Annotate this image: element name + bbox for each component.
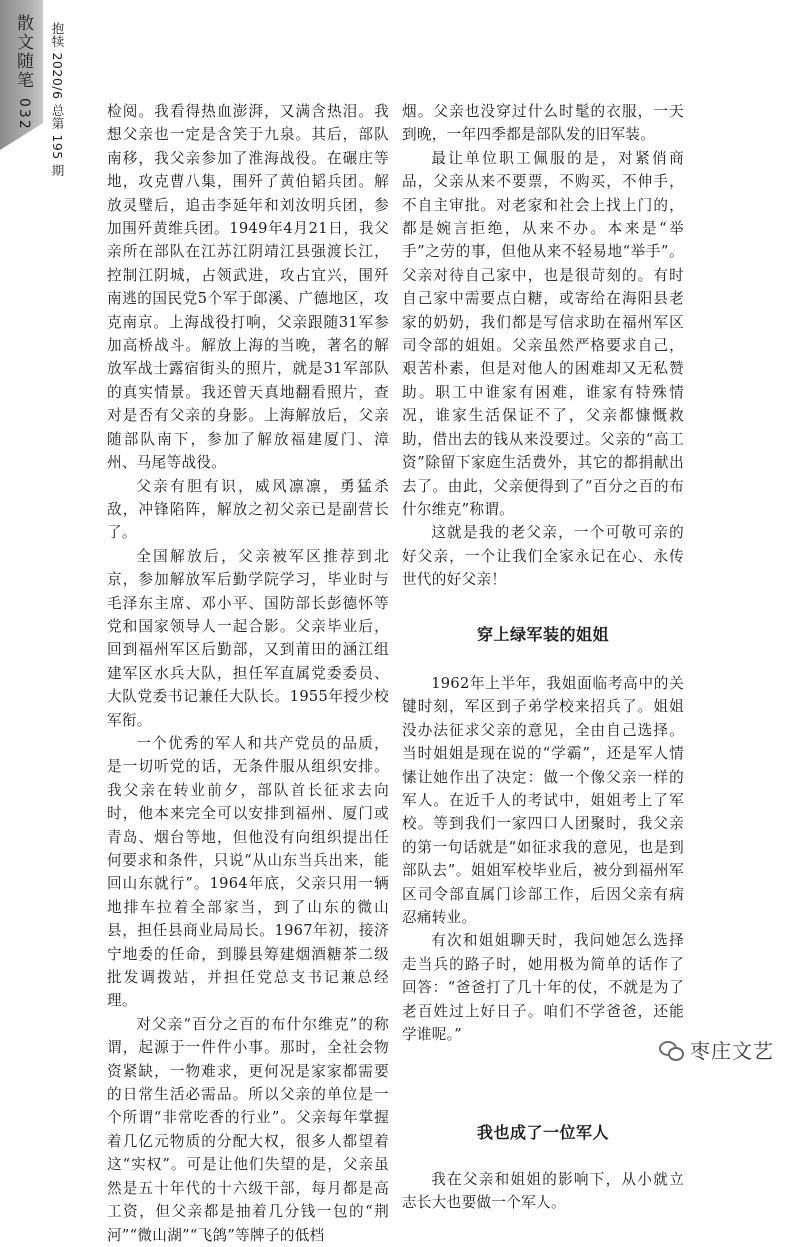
paragraph: 检阅。我看得热血澎湃，又满含热泪。我想父亲也一定是含笑于九泉。其后，部队南移，我父亲参加了淮海战役。在碾庄等地，攻克曹八集，围歼了黄伯韬兵团。解放灵璧后，追击李延年和刘汝明兵团，参加围歼黄维兵团。1949年4月21日，我父亲所在部队在江苏江阴靖江县强渡长江，控制江阴城，占领武进，攻占宜兴，围歼南逃的国民党5个军于郎溪、广德地区，攻克南京。上海战役打响，父亲跟随31军参加高桥战斗。解放上海的当晚，著名的解放军战士露宿街头的照片，就是31军部队的真实情景。我还曾天真地翻看照片，查对是否有父亲的身影。上海解放后，父亲随部队南下，参加了解放福建厦门、漳州、马尾等战役。: [107, 103, 389, 472]
issue-info: 抱犊 2020/6 总第 195 期: [50, 22, 65, 178]
section-label: 散文随笔: [13, 14, 33, 90]
paragraph: 我在父亲和姐姐的影响下，从小就立志长大也要做一个军人。: [402, 1170, 684, 1212]
paragraph: 烟。父亲也没穿过什么时髦的衣服，一天到晚，一年四季都是部队发的旧军装。: [402, 103, 684, 144]
page-number: 032: [16, 98, 32, 131]
paragraph: 父亲有胆有识，威风凛凛，勇猛杀敌，冲锋陷阵，解放之初父亲已是副营长了。: [107, 477, 389, 542]
left-column: [107, 100, 389, 1247]
section-heading: 我也成了一位军人: [476, 1123, 609, 1143]
paragraph: 对父亲“百分之百的布什尔维克”的称谓，起源于一件件小事。那时，全社会物资紧缺，一物难求，更何况是家家都需要的日常生活必需品。所以父亲的单位是一个所谓“非常吃香的行业”。父亲每年掌握着几亿元物质的分配大权，很多人都望着这“实权”。可是让他们失望的是，父亲虽然是五十年代的十六级干部，每月都是高工资，但父亲都是抽着几分钱一包的“荆河”“微山湖”“飞鸽”等牌子的低档: [107, 1015, 389, 1244]
watermark: [659, 1035, 774, 1064]
watermark-text: 枣庄文艺: [690, 1039, 774, 1063]
paragraph: 有次和姐姐聊天时，我问她怎么选择走当兵的路子时，她用极为简单的话作了回答：“爸爸打了几十年的仗，不就是为了老百姓过上好日子。咱们不学爸爸，还能学谁呢。”: [402, 932, 684, 1044]
wechat-icon: [659, 1040, 683, 1060]
paragraph: 一个优秀的军人和共产党员的品质，是一切听党的话，无条件服从组织安排。我父亲在转业前夕，部队首长征求去向时，他本来完全可以安排到福州、厦门或青岛、烟台等地，但他没有向组织提出任何要求和条件，只说“从山东当兵出来，能回山东就行”。1964年底，父亲只用一辆地排车拉着全部家当，到了山东的微山县，担任县商业局局长。1967年初，接济宁地委的任命，到滕县筹建烟酒糖茶二级批发调拨站，并担任党总支书记兼总经理。: [107, 734, 389, 1010]
paragraph: 全国解放后，父亲被军区推荐到北京，参加解放军后勤学院学习，毕业时与毛泽东主席、邓小平、国防部长彭德怀等党和国家领导人一起合影。父亲毕业后，回到福州军区后勤部，又到莆田的涵江组建军区水兵大队，担任军直属党委委员、大队党委书记兼任大队长。1955年授少校军衔。: [107, 547, 389, 729]
paragraph: 1962年上半年，我姐面临考高中的关键时刻，军区到子弟学校来招兵了。姐姐没办法征求父亲的意见，全由自己选择。当时姐姐是现在说的“学霸”，还是军人情愫让她作出了决定：做一个像父亲一样的军人。在近千人的考试中，姐姐考上了军校。等到我们一家四口人团聚时，我父亲的第一句话就是“如征求我的意见，也是到部队去”。姐姐军校毕业后，被分到福州军区司令部直属门诊部工作，后因父亲有病忍痛转业。: [402, 674, 684, 926]
section-heading: 穿上绿军装的姐姐: [476, 624, 609, 644]
paragraph: 这就是我的老父亲，一个可敬可亲的好父亲，一个让我们全家永记在心、永传世代的好父亲！: [402, 524, 684, 589]
right-column: [402, 100, 684, 1215]
paragraph: 最让单位职工佩服的是，对紧俏商品，父亲从来不要票，不购买，不伸手，不自主审批。对老家和社会上找上门的，都是婉言拒绝，从来不办。本来是“举手”之劳的事，但他从来不轻易地“举手”。父亲对待自己家中，也是很苛刻的。有时自己家中需要点白糖，或寄给在海阳县老家的奶奶，我们都是写信求助在福州军区司令部的姐姐。父亲虽然严格要求自己，艰苦朴素，但是对他人的困难却又无私赞助。职工中谁家有困难，谁家有特殊情况，谁家生活保证不了，父亲都慷慨救助，借出去的钱从来没要过。父亲的“高工资”除留下家庭生活费外，其它的都捐献出去了。由此，父亲便得到了“百分之百的布什尔维克”称谓。: [402, 149, 684, 518]
